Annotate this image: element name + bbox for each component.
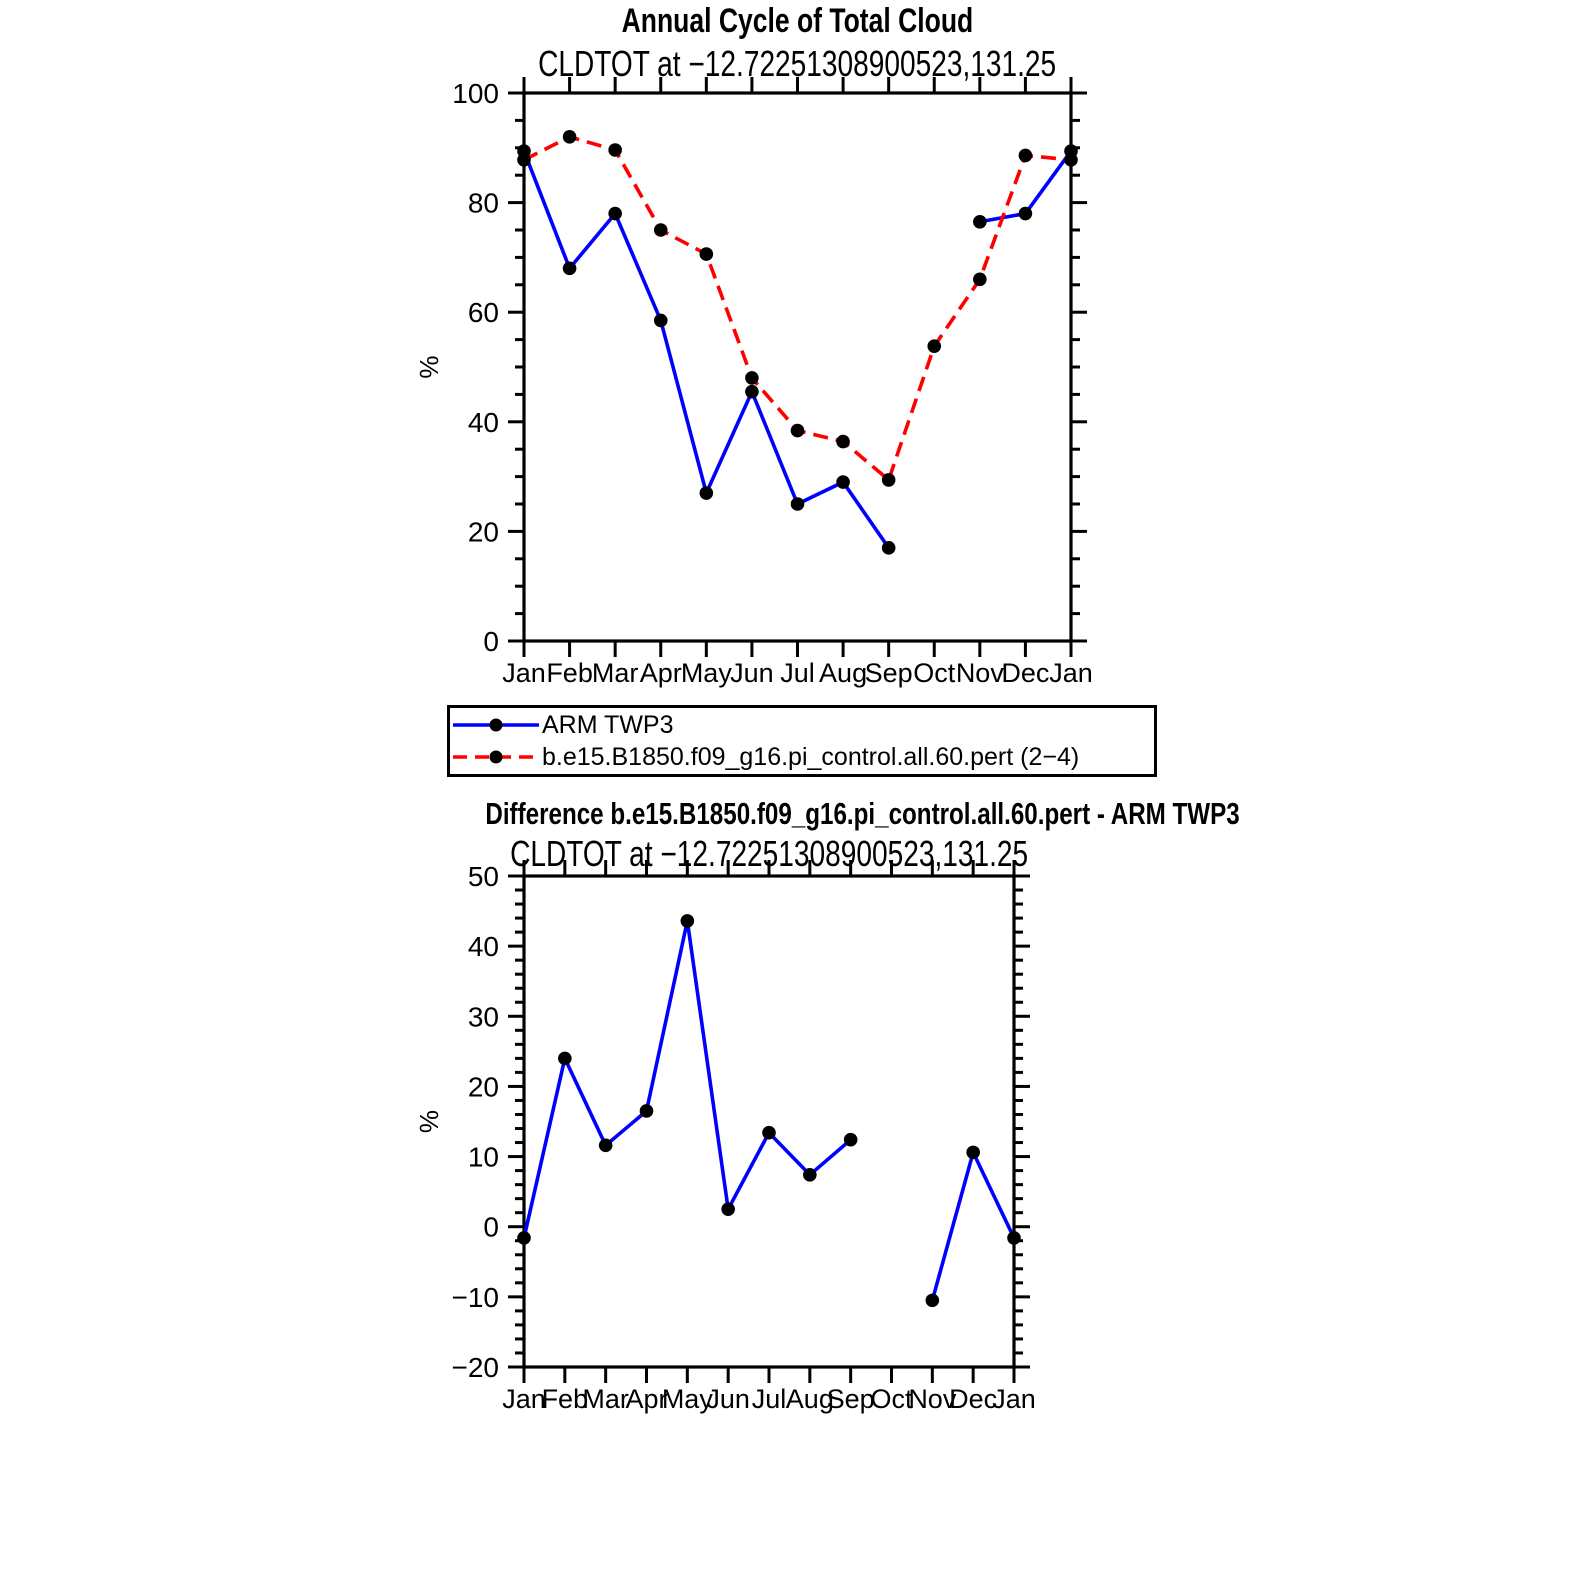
svg-text:Nov: Nov — [955, 658, 1004, 688]
svg-text:%: % — [414, 355, 444, 379]
svg-text:Jan: Jan — [1049, 658, 1093, 688]
top-chart-subtitle-text: CLDTOT at −12.72251308900523,131.25 — [538, 43, 1057, 84]
svg-text:80: 80 — [467, 187, 499, 219]
svg-text:May: May — [680, 658, 732, 688]
svg-text:Apr: Apr — [625, 1384, 668, 1414]
svg-text:Jan: Jan — [502, 1384, 546, 1414]
svg-text:0: 0 — [483, 1211, 499, 1243]
svg-text:10: 10 — [467, 1141, 499, 1173]
svg-text:Nov: Nov — [908, 1384, 957, 1414]
svg-text:Jul: Jul — [751, 1384, 787, 1414]
svg-text:Sep: Sep — [864, 658, 913, 688]
svg-text:May: May — [661, 1384, 713, 1414]
svg-text:Jun: Jun — [730, 658, 774, 688]
svg-text:0: 0 — [483, 626, 499, 657]
svg-text:Feb: Feb — [546, 658, 593, 688]
svg-text:Oct: Oct — [913, 658, 956, 688]
difference-chart-subtitle-text: CLDTOT at −12.72251308900523,131.25 — [509, 833, 1029, 874]
svg-text:100: 100 — [452, 78, 499, 109]
svg-text:20: 20 — [467, 516, 499, 548]
svg-text:50: 50 — [467, 861, 499, 892]
legend-model-label: b.e15.B1850.f09_g16.pi_control.all.60.pert (2−4) — [542, 742, 1080, 771]
svg-text:Jan: Jan — [502, 658, 546, 688]
difference-chart-title-text: Difference b.e15.B1850.f09_g16.pi_control.all.60.pert - ARM TWP3 — [485, 796, 1240, 831]
top-chart-title-text: Annual Cycle of Total Cloud — [621, 2, 974, 40]
svg-text:40: 40 — [467, 931, 499, 963]
svg-text:Aug: Aug — [819, 658, 868, 688]
svg-text:Dec: Dec — [949, 1384, 998, 1414]
svg-text:Dec: Dec — [1001, 658, 1050, 688]
svg-text:Feb: Feb — [541, 1384, 589, 1414]
svg-text:Apr: Apr — [639, 658, 682, 688]
svg-text:%: % — [414, 1109, 444, 1134]
svg-text:Mar: Mar — [582, 1384, 629, 1414]
legend-obs-label: ARM TWP3 — [542, 710, 674, 739]
svg-text:Aug: Aug — [785, 1384, 834, 1414]
svg-text:−10: −10 — [451, 1281, 499, 1313]
svg-text:Sep: Sep — [826, 1384, 875, 1414]
svg-text:20: 20 — [467, 1071, 499, 1103]
svg-text:Jul: Jul — [780, 658, 815, 688]
svg-text:Mar: Mar — [591, 658, 639, 688]
svg-text:Jun: Jun — [706, 1384, 750, 1414]
svg-text:−20: −20 — [451, 1352, 499, 1383]
svg-text:Jan: Jan — [992, 1384, 1036, 1414]
svg-text:60: 60 — [467, 297, 499, 329]
svg-text:30: 30 — [467, 1001, 499, 1033]
svg-text:Oct: Oct — [870, 1384, 913, 1414]
svg-text:40: 40 — [467, 406, 499, 438]
